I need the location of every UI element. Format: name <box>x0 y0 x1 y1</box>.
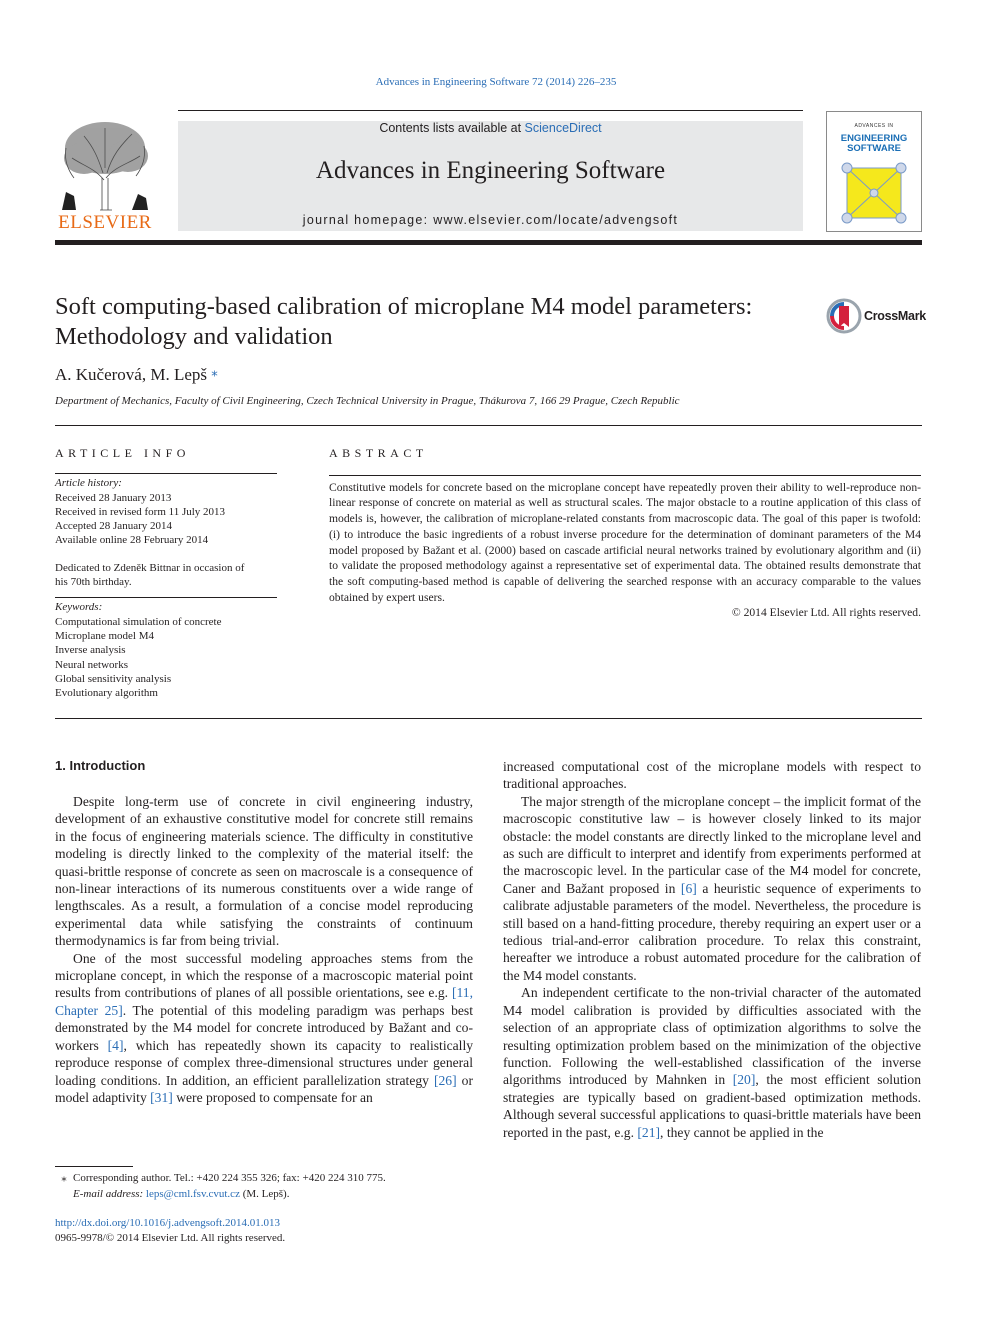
reference-link[interactable]: [26] <box>433 1072 457 1088</box>
paper-title: Soft computing-based calibration of microplane M4 model parameters: Methodology and validation <box>55 293 753 350</box>
abstract-text: Constitutive models for concrete based on the microplane concept have repeatedly proven their ability to well-reproduce non-linear response of concrete on material as well as structural scales. The major obstacle to a routine application of this class of models is, however, the calibration of microplane-related constants from macroscopic data. The goal of this paper is twofold: (i) to introduce the basic ingredients of a robust inverse procedure for the determination of dominant parameters of the M4 model proposed by Bažant et al. (2000) based on cascade artificial neural networks trained by evolutionary algorithm and (ii) to validate the proposed methodology against a representative set of experimental data. The obtained results demonstrate that the soft computing-based method is capable of delivering the searched response with an accuracy comparable to the values obtained by expert users. <box>329 480 921 604</box>
paragraph: One of the most successful modeling approaches stems from the microplane concept, in which the response of a macroscopic material point results from contributions of planes of all possible orientations, see e.g. [11, Chapter 25]. The potential of this modeling paradigm was perhaps best demonstrated by the M4 model for concrete introduced by Bažant and co-workers [4], which has repeatedly shown its capacity to realistically reproduce response of complex three-dimensional structures under general loading conditions. In addition, an efficient parallelization strategy [26] or model adaptivity [31] were proposed to compensate for an <box>55 950 474 1105</box>
footnote <box>55 1170 386 1202</box>
title-rule <box>55 425 922 426</box>
paragraph: An independent certificate to the non-trivial character of the automated M4 model calibration is provided by difficulties associated with the selection of an appropriate class of optimization algorithms to solve the resulting optimization problem based on the minimization of the objective function. Following the well-established classification of the inverse algorithms introduced by Mahnken in [20], the most efficient solution strategies are typically based on gradient-based optimization methods. Although several successful applications to quasi-brittle materials have been reported in the past, e.g. [21], they cannot be applied in the <box>503 985 921 1140</box>
authors: A. Kučerová, M. Lepš ⁎ <box>55 364 218 384</box>
paragraph: The major strength of the microplane concept – the implicit format of the macroscopic constitutive law – is however closely linked to its major obstacle: the model constants are directly linked to the microplane level and as such are difficult to interpret and identify from experiments performed at the macroscopic level. In the particular case of the M4 model for concrete, Caner and Bažant proposed in [6] a heuristic sequence of experiments to calibrate adjustable parameters of the model. Nevertheless, the procedure is still based on a hand-fitting procedure, thereby requiring an expert user or a tedious trial-and-error calibration procedure. To relax this constraint, hereafter we introduce a robust automated procedure for the calibration of the M4 model constants. <box>503 793 921 983</box>
contents-line: Contents lists available at ScienceDirect <box>379 121 602 135</box>
keyword-item: Global sensitivity analysis <box>55 672 172 685</box>
journal-banner <box>178 121 803 231</box>
front-matter-rule <box>55 718 922 719</box>
keyword-item: Inverse analysis <box>55 644 126 657</box>
history-online: Available online 28 February 2014 <box>55 534 209 547</box>
keyword-item: Computational simulation of concrete <box>55 615 222 628</box>
journal-title: Advances in Engineering Software <box>315 157 666 184</box>
affiliation: Department of Mechanics, Faculty of Civil Engineering, Czech Technical University in Prague, Thákurova 7, 166 29 Prague, Czech Republic <box>55 395 680 407</box>
doi-link[interactable]: http://dx.doi.org/10.1016/j.advengsoft.2014.01.013 <box>55 1217 280 1229</box>
doi-block <box>55 1216 285 1246</box>
abstract <box>329 446 921 621</box>
history-received: Received 28 January 2013 <box>55 491 172 504</box>
reference-link[interactable]: [20] <box>732 1072 756 1088</box>
reference-link[interactable]: [21] <box>637 1124 661 1140</box>
cover-graphic-icon <box>837 162 911 224</box>
keywords-label: Keywords: <box>55 601 103 614</box>
abstract-copyright: © 2014 Elsevier Ltd. All rights reserved. <box>731 606 921 620</box>
section-heading: 1. Introduction <box>55 758 146 773</box>
header-rule <box>178 110 803 111</box>
body-right-column <box>503 758 921 1141</box>
article-info <box>55 446 277 700</box>
reference-link[interactable]: [11, Chapter 25] <box>55 985 473 1018</box>
journal-homepage: journal homepage: www.elsevier.com/locate/advengsoft <box>302 213 679 227</box>
corresponding-author-mark[interactable]: ⁎ <box>211 364 218 379</box>
publisher-name: ELSEVIER <box>58 212 152 233</box>
article-info-heading: ARTICLE INFO <box>55 446 190 460</box>
footnote-rule <box>55 1166 133 1167</box>
history-accepted: Accepted 28 January 2014 <box>55 520 172 533</box>
crossmark-icon[interactable] <box>826 298 862 334</box>
corresponding-author-note: ⁎ Corresponding author. Tel.: +420 224 355 326; fax: +420 224 310 775. <box>61 1172 386 1184</box>
history-label: Article history: <box>55 477 122 490</box>
reference-link[interactable]: [4] <box>107 1037 124 1053</box>
abstract-heading: ABSTRACT <box>329 446 428 460</box>
reference-link[interactable]: [6] <box>680 880 697 896</box>
history-revised: Received in revised form 11 July 2013 <box>55 505 226 518</box>
crossmark-label[interactable]: CrossMark <box>864 309 926 323</box>
keywords-rule <box>55 597 277 598</box>
keyword-item: Evolutionary algorithm <box>55 687 158 700</box>
article-info-rule <box>55 473 277 474</box>
keyword-item: Microplane model M4 <box>55 629 154 642</box>
dedication: Dedicated to Zdeněk Bittnar in occasion of his 70th birthday. <box>55 561 245 589</box>
paragraph: increased computational cost of the microplane models with respect to traditional approaches. <box>503 759 921 792</box>
cover-title: ENGINEERING SOFTWARE <box>840 133 908 154</box>
email-link[interactable]: leps@cml.fsv.cvut.cz <box>145 1188 240 1200</box>
header-thick-rule <box>55 240 922 245</box>
cover-line1: ADVANCES IN <box>854 123 894 129</box>
issn-line: 0965-9978/© 2014 Elsevier Ltd. All rights reserved. <box>55 1232 286 1244</box>
journal-citation[interactable]: Advances in Engineering Software 72 (2014) 226–235 <box>375 76 617 88</box>
body-left-column <box>55 793 473 1106</box>
abstract-rule <box>329 475 921 476</box>
sciencedirect-link[interactable]: ScienceDirect <box>524 121 602 135</box>
email-note: E-mail address: leps@cml.fsv.cvut.cz (M. Lepš). <box>73 1188 290 1200</box>
paragraph: Despite long-term use of concrete in civil engineering industry, development of an exhaustive constitutive model for concrete still remains in the focus of engineering materials science. The difficulty in constitutive modeling is directly linked to the complexity of the material itself: the quasi-brittle response of concrete as seen on macroscale is a consequence of non-linear interactions of its numerous constituents over a wide range of lengthscales. As a result, a formulation of a concise model reproducing experimental data while satisfying the constraints of continuum thermodynamics is far from being trivial. <box>55 794 473 949</box>
keyword-item: Neural networks <box>55 658 129 671</box>
homepage-url[interactable]: www.elsevier.com/locate/advengsoft <box>433 213 679 227</box>
reference-link[interactable]: [31] <box>150 1089 173 1105</box>
journal-cover <box>826 111 922 232</box>
